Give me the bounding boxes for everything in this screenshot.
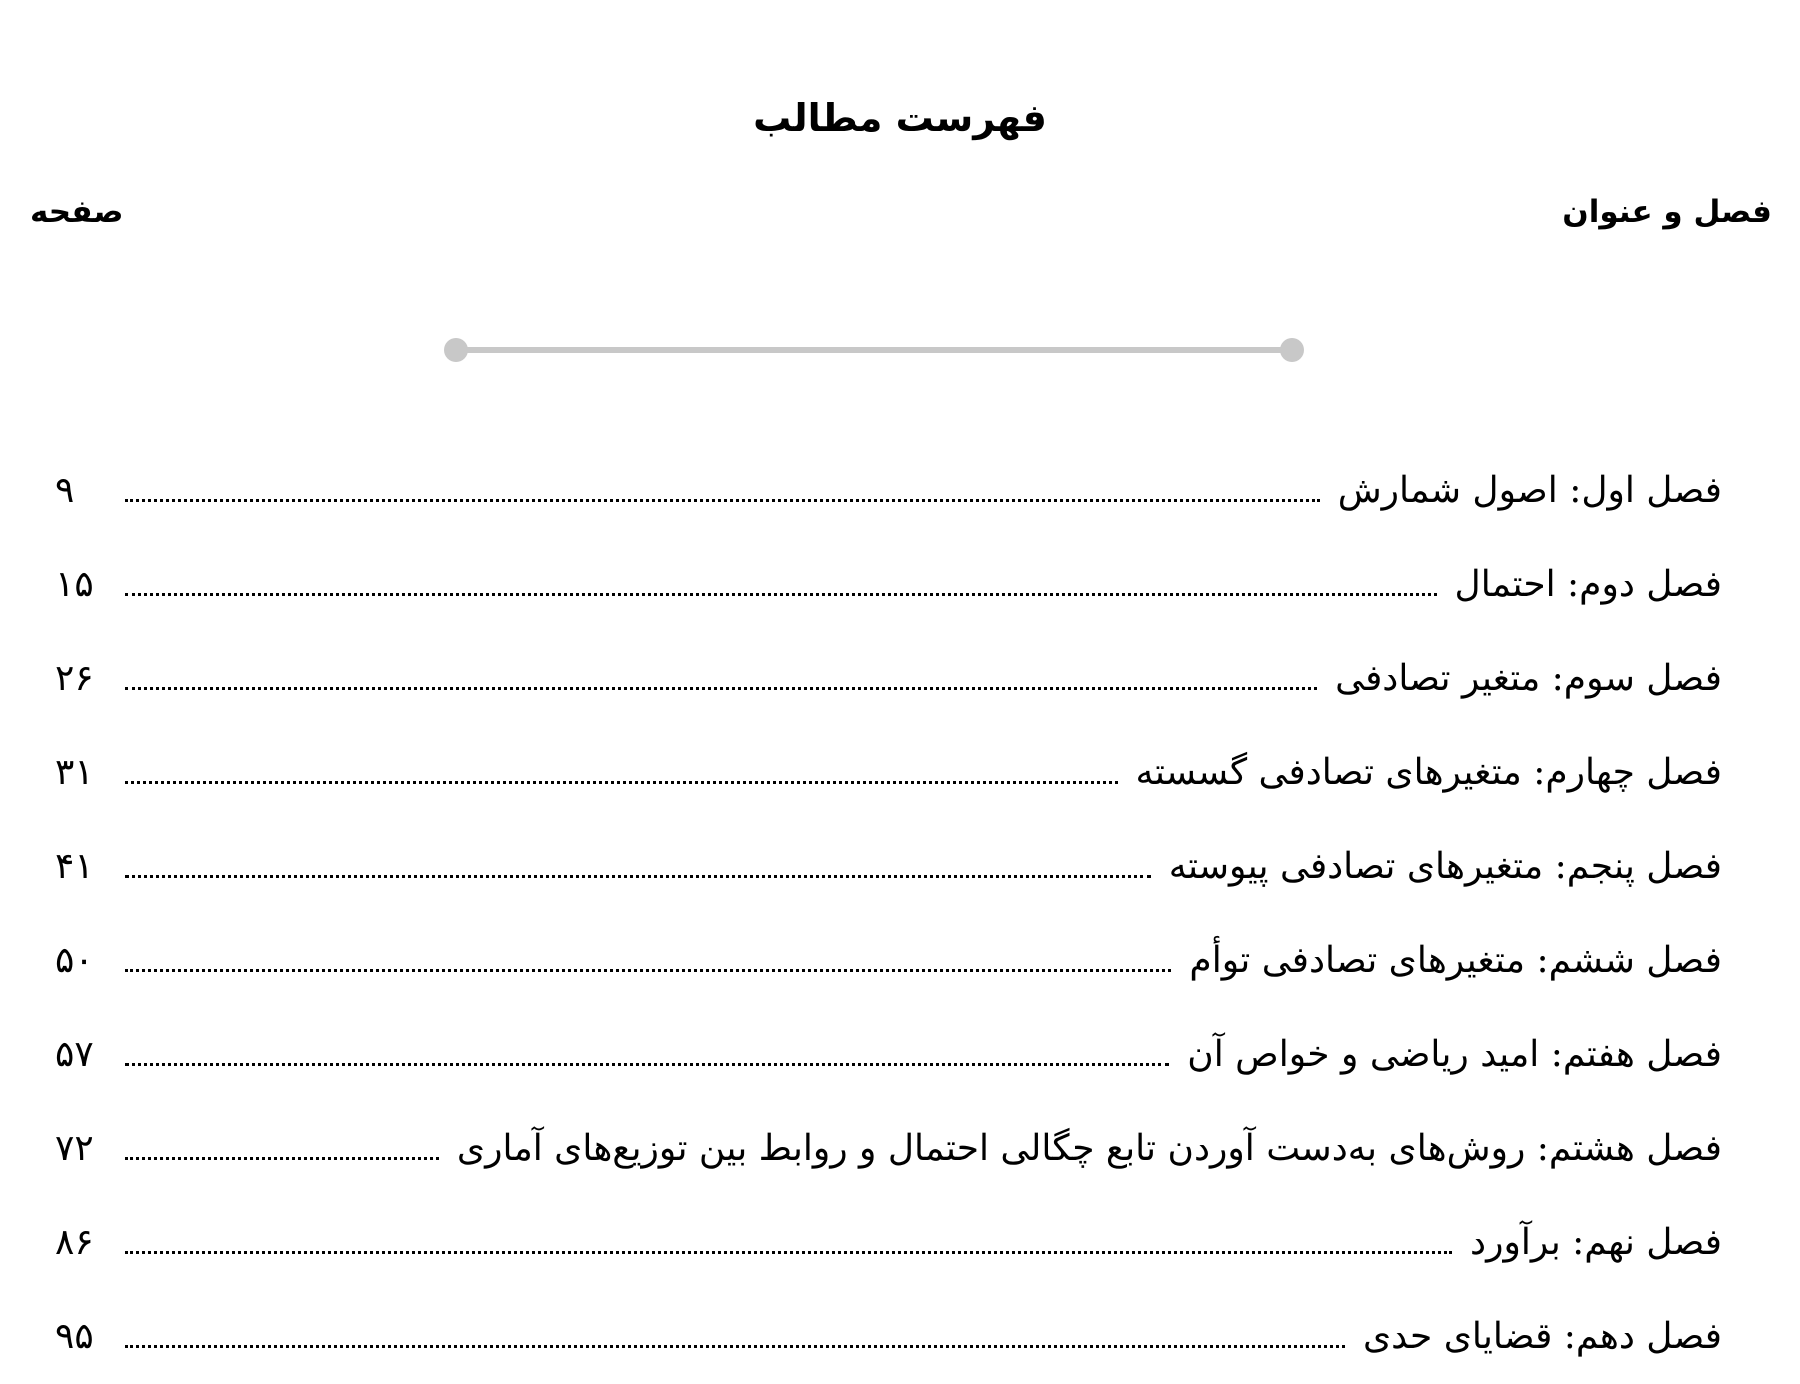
divider-dot-right — [1280, 338, 1304, 362]
toc-entry-2[interactable] — [55, 538, 1722, 632]
table-of-contents — [55, 444, 1722, 1384]
dot-leader — [125, 1345, 1345, 1348]
dot-leader — [125, 1157, 439, 1160]
toc-entry-4[interactable] — [55, 726, 1722, 820]
toc-entry-title: فصل نهم: برآورد — [1470, 1222, 1722, 1263]
toc-entry-title: فصل ششم: متغیرهای تصادفی توأم — [1189, 940, 1722, 981]
toc-entry-title: فصل سوم: متغیر تصادفی — [1335, 658, 1722, 699]
toc-entry-page: ۱۵ — [55, 564, 94, 605]
toc-entry-page: ۹۵ — [55, 1316, 94, 1357]
dot-leader — [125, 1063, 1169, 1066]
toc-entry-title: فصل چهارم: متغیرهای تصادفی گسسته — [1135, 752, 1722, 793]
chapter-column-header: فصل و عنوان — [1562, 194, 1772, 230]
toc-entry-title: فصل هفتم: امید ریاضی و خواص آن — [1187, 1034, 1722, 1075]
divider-bar — [456, 347, 1292, 353]
toc-entry-page: ۵۷ — [55, 1034, 94, 1075]
toc-entry-title: فصل پنجم: متغیرهای تصادفی پیوسته — [1168, 846, 1722, 887]
toc-entry-title: فصل اول: اصول شمارش — [1337, 470, 1722, 511]
dot-leader — [125, 875, 1151, 878]
page-title: فهرست مطالب — [753, 96, 1047, 140]
toc-entry-1[interactable] — [55, 444, 1722, 538]
title-divider — [444, 338, 1304, 362]
page-column-header: صفحه — [30, 194, 124, 230]
toc-entry-10[interactable] — [55, 1290, 1722, 1384]
toc-entry-page: ۵۰ — [55, 940, 94, 981]
toc-entry-title: فصل هشتم: روش‌های به‌دست آوردن تابع چگالی احتمال و روابط بین توزیع‌های آماری — [456, 1128, 1722, 1169]
dot-leader — [125, 781, 1118, 784]
toc-entry-page: ۴۱ — [55, 846, 94, 887]
toc-entry-page: ۷۲ — [55, 1128, 94, 1169]
divider-dot-left — [444, 338, 468, 362]
toc-entry-page: ۸۶ — [55, 1222, 94, 1263]
toc-entry-page: ۳۱ — [55, 752, 94, 793]
toc-entry-6[interactable] — [55, 914, 1722, 1008]
toc-entry-7[interactable] — [55, 1008, 1722, 1102]
toc-entry-title: فصل دوم: احتمال — [1454, 564, 1722, 605]
toc-entry-5[interactable] — [55, 820, 1722, 914]
dot-leader — [125, 593, 1437, 596]
toc-entry-page: ۹ — [55, 470, 75, 511]
dot-leader — [125, 969, 1171, 972]
dot-leader — [125, 1251, 1452, 1254]
toc-entry-9[interactable] — [55, 1196, 1722, 1290]
dot-leader — [125, 687, 1317, 690]
dot-leader — [125, 499, 1320, 502]
toc-entry-8[interactable] — [55, 1102, 1722, 1196]
toc-entry-3[interactable] — [55, 632, 1722, 726]
toc-entry-page: ۲۶ — [55, 658, 94, 699]
toc-entry-title: فصل دهم: قضایای حدی — [1362, 1316, 1722, 1357]
